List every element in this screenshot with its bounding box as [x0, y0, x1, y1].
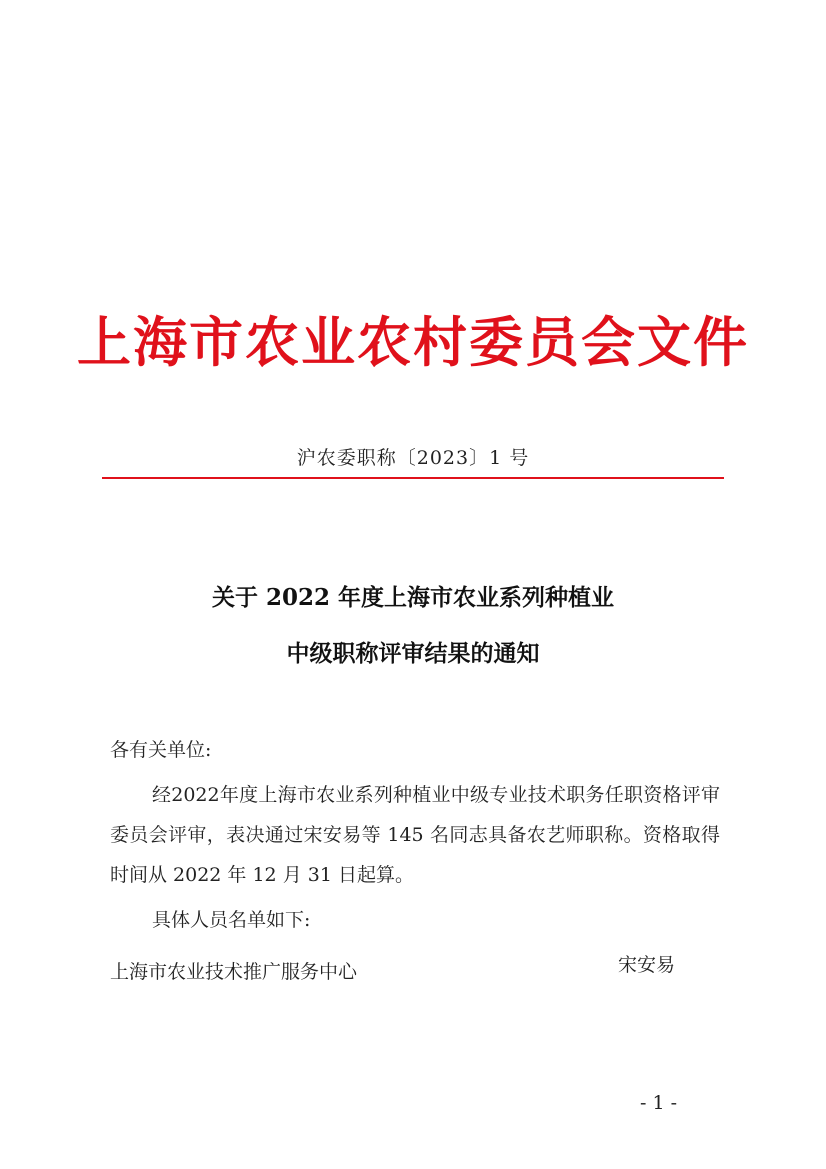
notice-title-line-1: 关于 2022 年度上海市农业系列种植业	[211, 584, 615, 611]
roster-unit: 上海市农业技术推广服务中心	[110, 961, 358, 983]
notice-title-line-2: 中级职称评审结果的通知	[286, 640, 540, 667]
issuer-header-title: 上海市农业农村委员会文件	[77, 310, 749, 374]
document-number: 沪农委职称〔2023〕1 号	[296, 447, 530, 469]
salutation: 各有关单位:	[110, 739, 212, 761]
page-number: - 1 -	[640, 1092, 678, 1114]
red-divider-line	[102, 477, 724, 479]
list-intro: 具体人员名单如下:	[152, 909, 311, 931]
body-paragraph: 经2022年度上海市农业系列种植业中级专业技术职务任职资格评审委员会评审，表决通过宋安易等 145 名同志具备农艺师职称。资格取得时间从 2022 年 12 月 31 日起算。	[110, 784, 720, 886]
roster-name: 宋安易	[618, 954, 676, 976]
roster-row	[110, 950, 720, 990]
